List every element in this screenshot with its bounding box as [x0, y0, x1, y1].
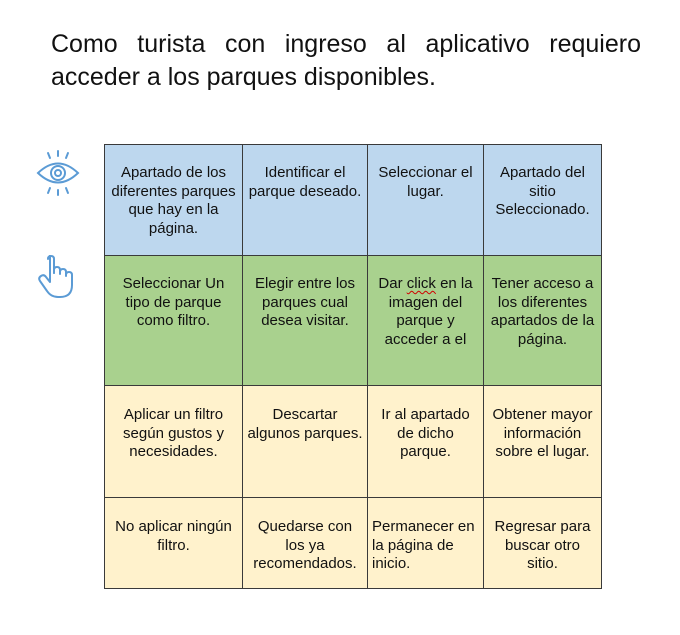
- table-cell: Seleccionar el lugar.: [368, 145, 484, 256]
- table-cell: Apartado del sitio Seleccionado.: [484, 145, 602, 256]
- table-cell: Descartar algunos parques.: [243, 386, 368, 498]
- table-cell: Ir al apartado de dicho parque.: [368, 386, 484, 498]
- table-cell: Apartado de los diferentes parques que hay en la página.: [105, 145, 243, 256]
- page-title: Como turista con ingreso al aplicativo requiero acceder a los parques disponibles.: [51, 30, 641, 91]
- table-cell: Identificar el parque deseado.: [243, 145, 368, 256]
- table-cell: Obtener mayor información sobre el lugar.: [484, 386, 602, 498]
- table-cell: Regresar para buscar otro sitio.: [484, 498, 602, 589]
- table-row: [105, 386, 602, 498]
- table-cell: [368, 256, 484, 386]
- cell-text: Dar: [378, 275, 407, 292]
- table-cell: Permanecer en la página de inicio.: [368, 498, 484, 589]
- pointing-hand-icon: [38, 255, 78, 301]
- table-row: [105, 498, 602, 589]
- table-row: [105, 256, 602, 386]
- table-cell: Tener acceso a los diferentes apartados de la página.: [484, 256, 602, 386]
- table-cell: Elegir entre los parques cual desea visitar.: [243, 256, 368, 386]
- table-cell: Seleccionar Un tipo de parque como filtro.: [105, 256, 243, 386]
- storyboard-table: [104, 144, 602, 589]
- cell-text: en la imagen del parque y acceder a el: [384, 275, 473, 348]
- table-cell: No aplicar ningún filtro.: [105, 498, 243, 589]
- table-row: [105, 145, 602, 256]
- table-cell: Aplicar un filtro según gustos y necesidades.: [105, 386, 243, 498]
- eye-icon: [34, 148, 82, 196]
- table-cell: Quedarse con los ya recomendados.: [243, 498, 368, 589]
- spellcheck-word: click: [406, 275, 436, 292]
